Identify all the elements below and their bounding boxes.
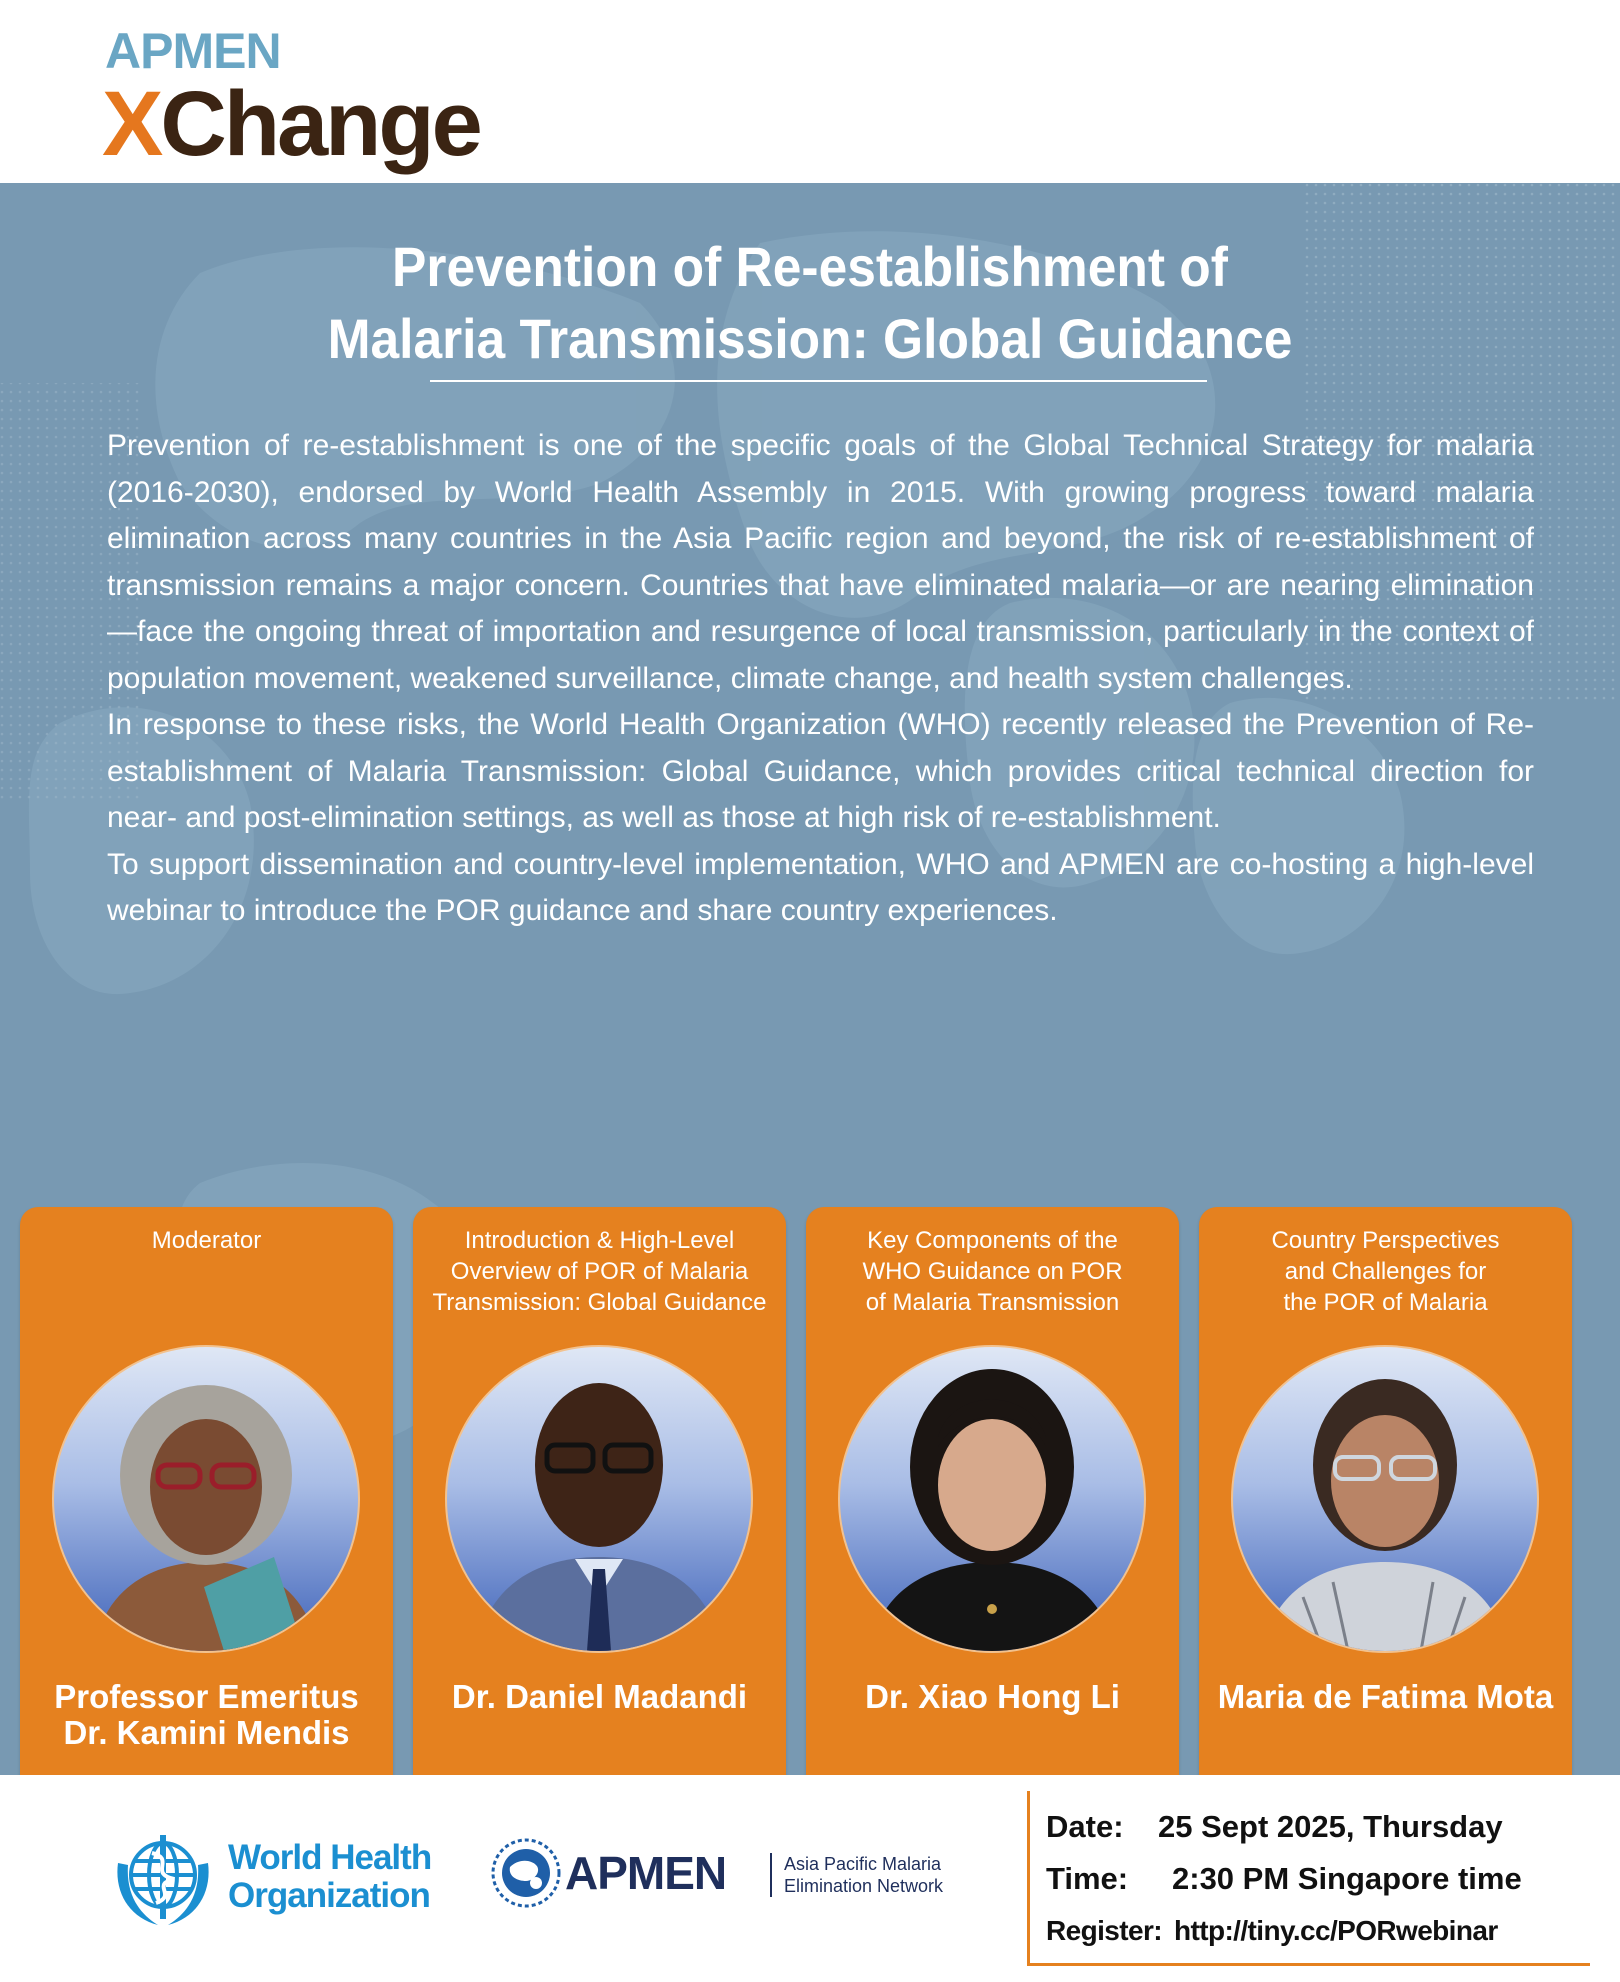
- apmen-sub-line: Elimination Network: [784, 1876, 944, 1896]
- speaker-card-country-perspectives: [1199, 1207, 1572, 1775]
- brand-x: X: [102, 73, 161, 175]
- topic-line: Transmission: Global Guidance: [432, 1289, 767, 1316]
- apmen-globe-icon: [490, 1837, 562, 1909]
- who-line: Organization: [228, 1876, 430, 1915]
- register-link[interactable]: http://tiny.cc/PORwebinar: [1174, 1915, 1498, 1946]
- speaker-photo-xiao-hong-li: [838, 1345, 1146, 1653]
- speaker-card-moderator: [20, 1207, 393, 1775]
- topic-line: Overview of POR of Malaria: [450, 1258, 749, 1285]
- who-emblem-icon: [108, 1823, 218, 1933]
- main-panel: [0, 183, 1620, 1775]
- date-value: 25 Sept 2025, Thursday: [1158, 1809, 1503, 1844]
- header: [0, 0, 1620, 183]
- speaker-card-introduction: [413, 1207, 786, 1775]
- person-portrait-icon: [54, 1347, 358, 1651]
- topic-line: Moderator: [151, 1227, 262, 1254]
- webinar-title: [65, 231, 1555, 375]
- time-value: 2:30 PM Singapore time: [1172, 1861, 1522, 1896]
- speaker-photo-kamini-mendis: [52, 1345, 360, 1653]
- apmen-wordmark: APMEN: [565, 1847, 727, 1899]
- title-line-2: Malaria Transmission: Global Guidance: [327, 307, 1293, 370]
- speaker-topic: [1199, 1225, 1572, 1318]
- speaker-name: [1199, 1679, 1572, 1715]
- person-portrait-icon: [447, 1347, 751, 1651]
- name-line: Dr. Kamini Mendis: [63, 1714, 350, 1751]
- footer: [0, 1775, 1620, 1982]
- apmen-full-name: [784, 1853, 943, 1897]
- speaker-name: [806, 1679, 1179, 1715]
- topic-line: Introduction & High-Level: [464, 1227, 735, 1254]
- name-line: Dr. Daniel Madandi: [451, 1678, 748, 1715]
- title-line-1: Prevention of Re-establishment of: [392, 235, 1228, 298]
- brand-change: Change: [160, 73, 480, 175]
- person-portrait-icon: [840, 1347, 1144, 1651]
- speaker-photo-maria-de-fatima-mota: [1231, 1345, 1539, 1653]
- topic-line: the POR of Malaria: [1283, 1289, 1488, 1316]
- person-portrait-icon: [1233, 1347, 1537, 1651]
- speaker-card-key-components: [806, 1207, 1179, 1775]
- speaker-topic: [20, 1225, 393, 1256]
- topic-line: and Challenges for: [1284, 1258, 1487, 1285]
- who-line: World Health: [228, 1838, 432, 1877]
- brand-xchange: [102, 73, 480, 175]
- time-label: Time:: [1046, 1861, 1129, 1896]
- description-paragraph-2: In response to these risks, the World Health Organization (WHO) recently released the Prevention of Re-establishment of Malaria Transmission: Global Guidance, which provides critical technical direction for near- and post-elimination settings, as well as those at high risk of re-establishment.: [107, 708, 1534, 834]
- description-paragraph-1: Prevention of re-establishment is one of the specific goals of the Global Technical Strategy for malaria (2016-2030), endorsed by World Health Assembly in 2015. With growing progress toward malaria elimination across many countries in the Asia Pacific region and beyond, the risk of re-establishment of transmission remains a major concern. Countries that have eliminated malaria—or are nearing elimination—face the ongoing threat of importation and resurgence of local transmission, particularly in the context of population movement, weakened surveillance, climate change, and health system challenges.: [107, 429, 1534, 695]
- name-line: Maria de Fatima Mota: [1217, 1678, 1554, 1715]
- title-divider: [430, 380, 1207, 382]
- apmen-sub-line: Asia Pacific Malaria: [784, 1854, 942, 1874]
- speaker-name: [20, 1679, 393, 1751]
- speaker-topic: [806, 1225, 1179, 1318]
- date-row: [1046, 1809, 1503, 1845]
- event-details: [1027, 1791, 1590, 1966]
- register-label: Register:: [1046, 1915, 1162, 1946]
- who-wordmark: [228, 1839, 431, 1915]
- speaker-topic: [413, 1225, 786, 1318]
- speaker-name: [413, 1679, 786, 1715]
- register-row: [1046, 1913, 1498, 1949]
- topic-line: of Malaria Transmission: [865, 1289, 1120, 1316]
- speaker-photo-daniel-madandi: [445, 1345, 753, 1653]
- topic-line: Key Components of the: [867, 1227, 1118, 1254]
- topic-line: Country Perspectives: [1271, 1227, 1500, 1254]
- name-line: Professor Emeritus: [54, 1678, 359, 1715]
- date-label: Date:: [1046, 1809, 1124, 1844]
- description: [107, 423, 1534, 935]
- apmen-divider: [770, 1853, 772, 1897]
- time-row: [1046, 1861, 1522, 1897]
- topic-line: WHO Guidance on POR: [862, 1258, 1123, 1285]
- description-paragraph-3: To support dissemination and country-level implementation, WHO and APMEN are co-hosting a high-level webinar to introduce the POR guidance and share country experiences.: [107, 847, 1534, 927]
- brand-apmen: APMEN: [105, 23, 281, 79]
- name-line: Dr. Xiao Hong Li: [865, 1678, 1120, 1715]
